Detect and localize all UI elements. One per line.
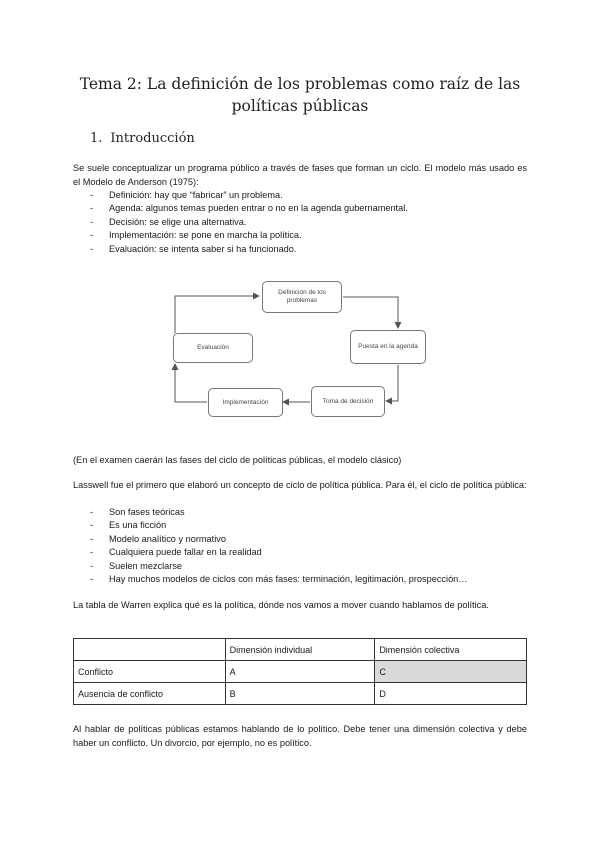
list-item: - Modelo analítico y normativo (73, 533, 467, 546)
table-cell: A (225, 661, 375, 683)
table-row (74, 683, 527, 705)
list-item: - Definición: hay que “fabricar” un problema. (73, 189, 408, 202)
cycle-node-definicion: Definición de los problemas (262, 281, 342, 313)
list-item: - Evaluación: se intenta saber si ha funcionado. (73, 243, 408, 256)
lasswell-point-list (73, 506, 467, 586)
section-heading (90, 131, 195, 146)
arrow-agenda-to-decision (386, 365, 398, 401)
arrow-evaluacion-to-definicion (175, 296, 259, 333)
anderson-phase-list (73, 189, 408, 256)
cycle-node-agenda: Puesta en la agenda (350, 330, 426, 364)
exam-note: (En el examen caerán las fases del ciclo de políticas públicas, el modelo clásico) (73, 455, 402, 465)
table-cell: Ausencia de conflicto (74, 683, 226, 705)
warren-table (73, 638, 527, 705)
policy-cycle-diagram (170, 278, 430, 423)
list-item: - Son fases teóricas (73, 506, 467, 519)
table-cell (74, 639, 226, 661)
cycle-node-implementacion: Implementación (208, 388, 283, 417)
intro-paragraph: Se suele conceptualizar un programa público a través de fases que forman un ciclo. El modelo más usado es el Modelo de Anderson (1975): (73, 163, 527, 187)
table-cell: Conflicto (74, 661, 226, 683)
list-item: - Agenda: algunos temas pueden entrar o no en la agenda gubernamental. (73, 202, 408, 215)
section-number: 1. (90, 131, 103, 146)
document-title: Tema 2: La definición de los problemas como raíz de las políticas públicas (79, 75, 521, 115)
list-item: - Implementación: se pone en marcha la política. (73, 229, 408, 242)
table-cell: B (225, 683, 375, 705)
list-item: - Cualquiera puede fallar en la realidad (73, 546, 467, 559)
table-cell: Dimensión individual (225, 639, 375, 661)
warren-paragraph: La tabla de Warren explica qué es la política, dónde nos vamos a mover cuando hablamos de política. (73, 600, 489, 610)
table-header-row (74, 639, 527, 661)
section-title: Introducción (110, 131, 195, 146)
table-cell: Dimensión colectiva (375, 639, 527, 661)
lasswell-paragraph: Lasswell fue el primero que elaboró un concepto de ciclo de política pública. Para él, el ciclo de política pública: (73, 480, 527, 490)
list-item: - Hay muchos modelos de ciclos con más fases: terminación, legitimación, prospección… (73, 573, 467, 586)
list-item: - Suelen mezclarse (73, 560, 467, 573)
list-item: - Decisión: se elige una alternativa. (73, 216, 408, 229)
table-cell-highlighted: C (375, 661, 527, 683)
arrow-implementacion-to-evaluacion (175, 364, 207, 402)
arrow-definicion-to-agenda (343, 297, 398, 328)
list-item: - Es una ficción (73, 519, 467, 532)
cycle-node-decision: Toma de decisión (311, 386, 385, 417)
table-cell: D (375, 683, 527, 705)
cycle-node-evaluacion: Evaluación (173, 333, 253, 363)
table-row (74, 661, 527, 683)
closing-paragraph: Al hablar de políticas públicas estamos hablando de lo político. Debe tener una dimensión colectiva y debe haber un conflicto. Un divorcio, por ejemplo, no es político. (73, 724, 527, 748)
